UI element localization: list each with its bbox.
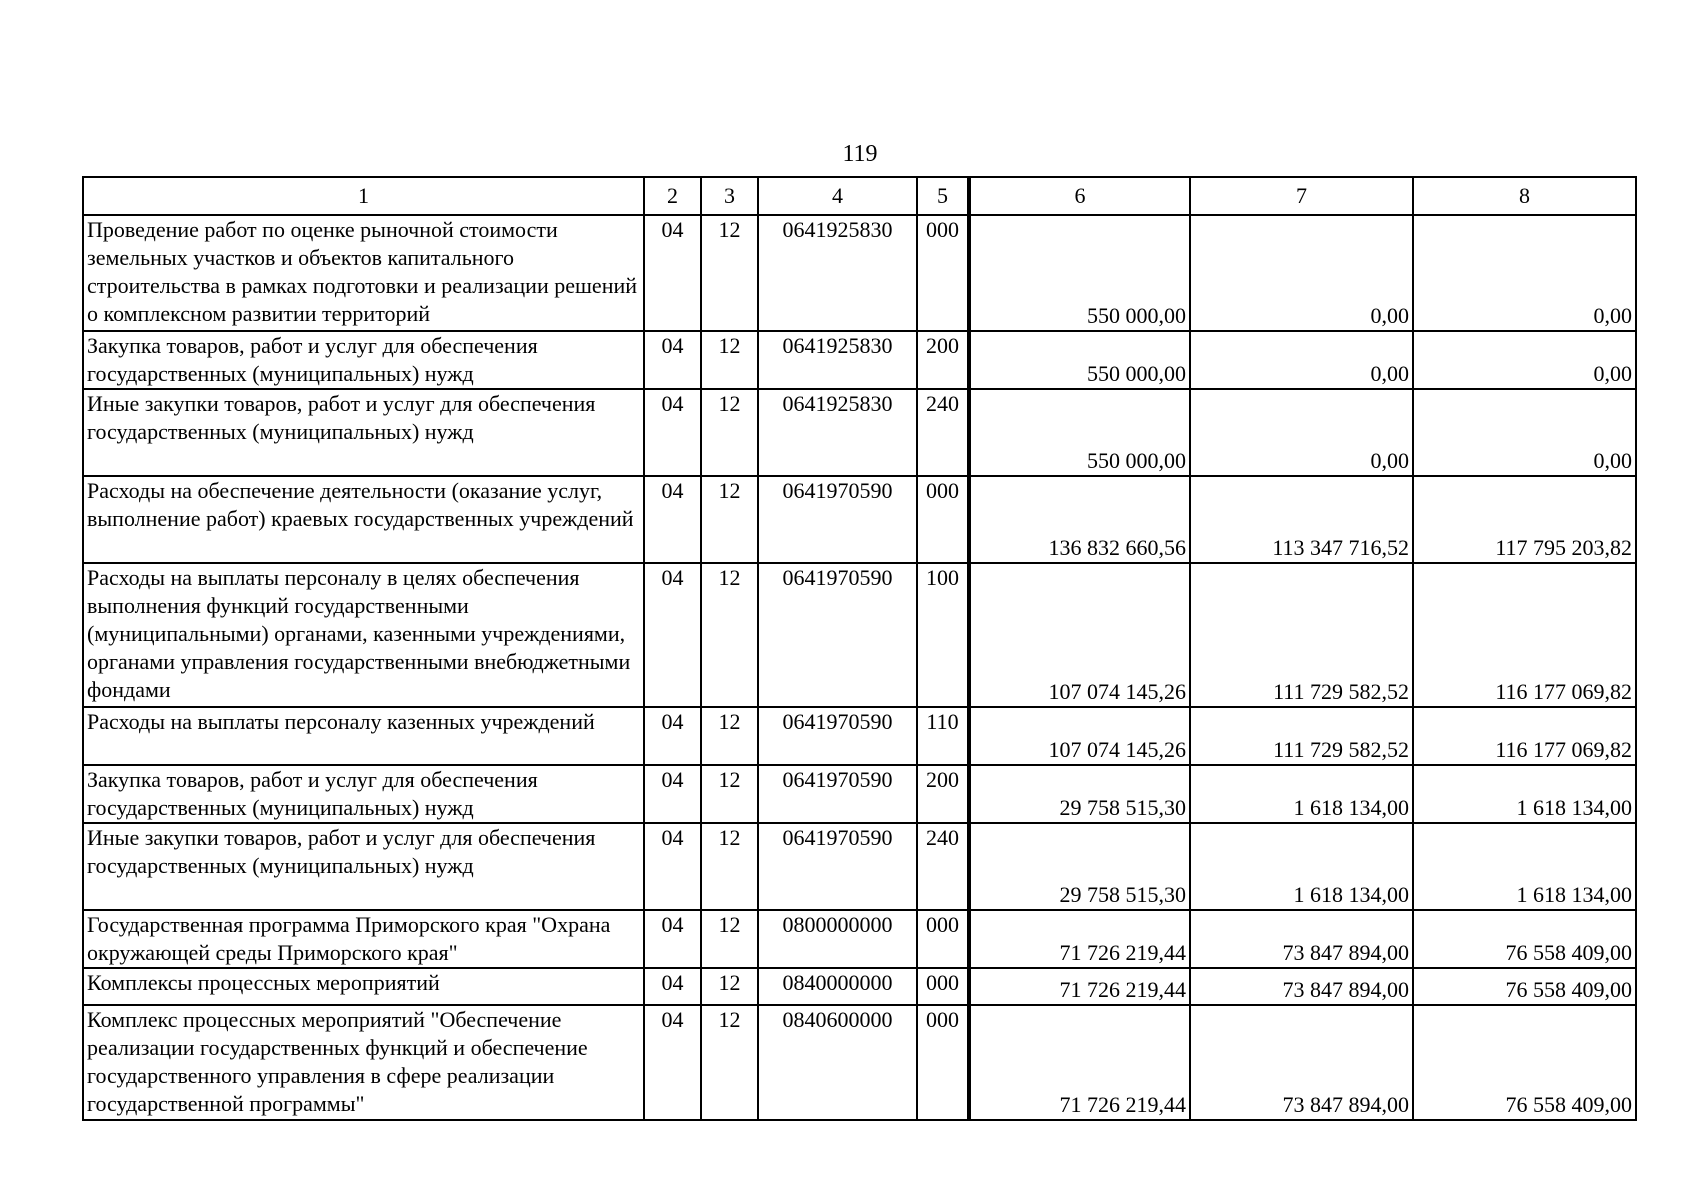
expense-name: Комплексы процессных мероприятий [83, 968, 644, 1005]
section-code: 04 [644, 389, 701, 476]
amount-col-6: 550 000,00 [969, 215, 1190, 331]
expense-type-code: 240 [917, 389, 969, 476]
section-code: 04 [644, 563, 701, 707]
expense-name: Проведение работ по оценке рыночной стоимости земельных участков и объектов капитального строительства в рамках подготовки и реализации решений о комплексном развитии территорий [83, 215, 644, 331]
expense-name: Расходы на обеспечение деятельности (оказание услуг, выполнение работ) краевых государственных учреждений [83, 476, 644, 563]
expense-name: Закупка товаров, работ и услуг для обеспечения государственных (муниципальных) нужд [83, 331, 644, 389]
amount-col-8: 116 177 069,82 [1413, 707, 1636, 765]
expense-type-code: 100 [917, 563, 969, 707]
expense-name: Иные закупки товаров, работ и услуг для обеспечения государственных (муниципальных) нужд [83, 823, 644, 910]
amount-col-7: 111 729 582,52 [1190, 563, 1413, 707]
section-code: 04 [644, 823, 701, 910]
expense-type-code: 000 [917, 1005, 969, 1120]
subsection-code: 12 [701, 215, 758, 331]
target-article-code: 0840000000 [758, 968, 917, 1005]
column-header-7: 7 [1190, 177, 1413, 215]
expense-name: Расходы на выплаты персоналу в целях обеспечения выполнения функций государственными (муниципальными) органами, казенными учреждениями, органами управления государственными внебюджетными фондами [83, 563, 644, 707]
table-row [83, 389, 1636, 476]
column-header-5: 5 [917, 177, 969, 215]
subsection-code: 12 [701, 1005, 758, 1120]
table-row [83, 707, 1636, 765]
target-article-code: 0641970590 [758, 476, 917, 563]
section-code: 04 [644, 1005, 701, 1120]
amount-col-8: 117 795 203,82 [1413, 476, 1636, 563]
table-row [83, 1005, 1636, 1120]
table-row [83, 215, 1636, 331]
table-row [83, 476, 1636, 563]
target-article-code: 0641970590 [758, 823, 917, 910]
target-article-code: 0840600000 [758, 1005, 917, 1120]
amount-col-7: 73 847 894,00 [1190, 1005, 1413, 1120]
amount-col-6: 29 758 515,30 [969, 765, 1190, 823]
expense-type-code: 000 [917, 968, 969, 1005]
target-article-code: 0641970590 [758, 563, 917, 707]
amount-col-7: 1 618 134,00 [1190, 765, 1413, 823]
amount-col-8: 116 177 069,82 [1413, 563, 1636, 707]
amount-col-8: 76 558 409,00 [1413, 968, 1636, 1005]
section-code: 04 [644, 765, 701, 823]
amount-col-7: 0,00 [1190, 331, 1413, 389]
amount-col-7: 73 847 894,00 [1190, 968, 1413, 1005]
subsection-code: 12 [701, 765, 758, 823]
expense-type-code: 000 [917, 910, 969, 968]
expense-type-code: 240 [917, 823, 969, 910]
subsection-code: 12 [701, 823, 758, 910]
subsection-code: 12 [701, 389, 758, 476]
amount-col-8: 76 558 409,00 [1413, 910, 1636, 968]
column-header-8: 8 [1413, 177, 1636, 215]
amount-col-8: 0,00 [1413, 331, 1636, 389]
target-article-code: 0641970590 [758, 707, 917, 765]
amount-col-6: 550 000,00 [969, 331, 1190, 389]
amount-col-8: 0,00 [1413, 389, 1636, 476]
section-code: 04 [644, 215, 701, 331]
amount-col-7: 113 347 716,52 [1190, 476, 1413, 563]
subsection-code: 12 [701, 910, 758, 968]
amount-col-7: 1 618 134,00 [1190, 823, 1413, 910]
table-row [83, 968, 1636, 1005]
amount-col-8: 0,00 [1413, 215, 1636, 331]
budget-table [82, 176, 1637, 1121]
table-row [83, 910, 1636, 968]
amount-col-8: 1 618 134,00 [1413, 765, 1636, 823]
amount-col-6: 550 000,00 [969, 389, 1190, 476]
column-header-3: 3 [701, 177, 758, 215]
column-header-1: 1 [83, 177, 644, 215]
column-header-2: 2 [644, 177, 701, 215]
amount-col-8: 1 618 134,00 [1413, 823, 1636, 910]
amount-col-6: 29 758 515,30 [969, 823, 1190, 910]
amount-col-6: 71 726 219,44 [969, 968, 1190, 1005]
amount-col-6: 136 832 660,56 [969, 476, 1190, 563]
expense-type-code: 200 [917, 331, 969, 389]
amount-col-7: 111 729 582,52 [1190, 707, 1413, 765]
table-row [83, 765, 1636, 823]
table-row [83, 331, 1636, 389]
target-article-code: 0641925830 [758, 331, 917, 389]
column-header-4: 4 [758, 177, 917, 215]
target-article-code: 0800000000 [758, 910, 917, 968]
target-article-code: 0641970590 [758, 765, 917, 823]
expense-type-code: 110 [917, 707, 969, 765]
amount-col-7: 0,00 [1190, 389, 1413, 476]
target-article-code: 0641925830 [758, 215, 917, 331]
subsection-code: 12 [701, 968, 758, 1005]
amount-col-8: 76 558 409,00 [1413, 1005, 1636, 1120]
amount-col-6: 107 074 145,26 [969, 563, 1190, 707]
section-code: 04 [644, 476, 701, 563]
table-row [83, 823, 1636, 910]
subsection-code: 12 [701, 707, 758, 765]
page-number: 119 [842, 141, 878, 167]
table-row [83, 563, 1636, 707]
expense-type-code: 200 [917, 765, 969, 823]
amount-col-7: 0,00 [1190, 215, 1413, 331]
amount-col-6: 71 726 219,44 [969, 1005, 1190, 1120]
section-code: 04 [644, 968, 701, 1005]
column-number-row [83, 177, 1636, 215]
section-code: 04 [644, 331, 701, 389]
subsection-code: 12 [701, 563, 758, 707]
section-code: 04 [644, 707, 701, 765]
subsection-code: 12 [701, 331, 758, 389]
expense-type-code: 000 [917, 215, 969, 331]
amount-col-7: 73 847 894,00 [1190, 910, 1413, 968]
expense-name: Расходы на выплаты персоналу казенных учреждений [83, 707, 644, 765]
expense-type-code: 000 [917, 476, 969, 563]
expense-name: Комплекс процессных мероприятий "Обеспечение реализации государственных функций и обеспечение государственного управления в сфере реализации государственной программы" [83, 1005, 644, 1120]
expense-name: Государственная программа Приморского края "Охрана окружающей среды Приморского края" [83, 910, 644, 968]
target-article-code: 0641925830 [758, 389, 917, 476]
section-code: 04 [644, 910, 701, 968]
amount-col-6: 71 726 219,44 [969, 910, 1190, 968]
subsection-code: 12 [701, 476, 758, 563]
expense-name: Закупка товаров, работ и услуг для обеспечения государственных (муниципальных) нужд [83, 765, 644, 823]
amount-col-6: 107 074 145,26 [969, 707, 1190, 765]
expense-name: Иные закупки товаров, работ и услуг для обеспечения государственных (муниципальных) нужд [83, 389, 644, 476]
column-header-6: 6 [969, 177, 1190, 215]
